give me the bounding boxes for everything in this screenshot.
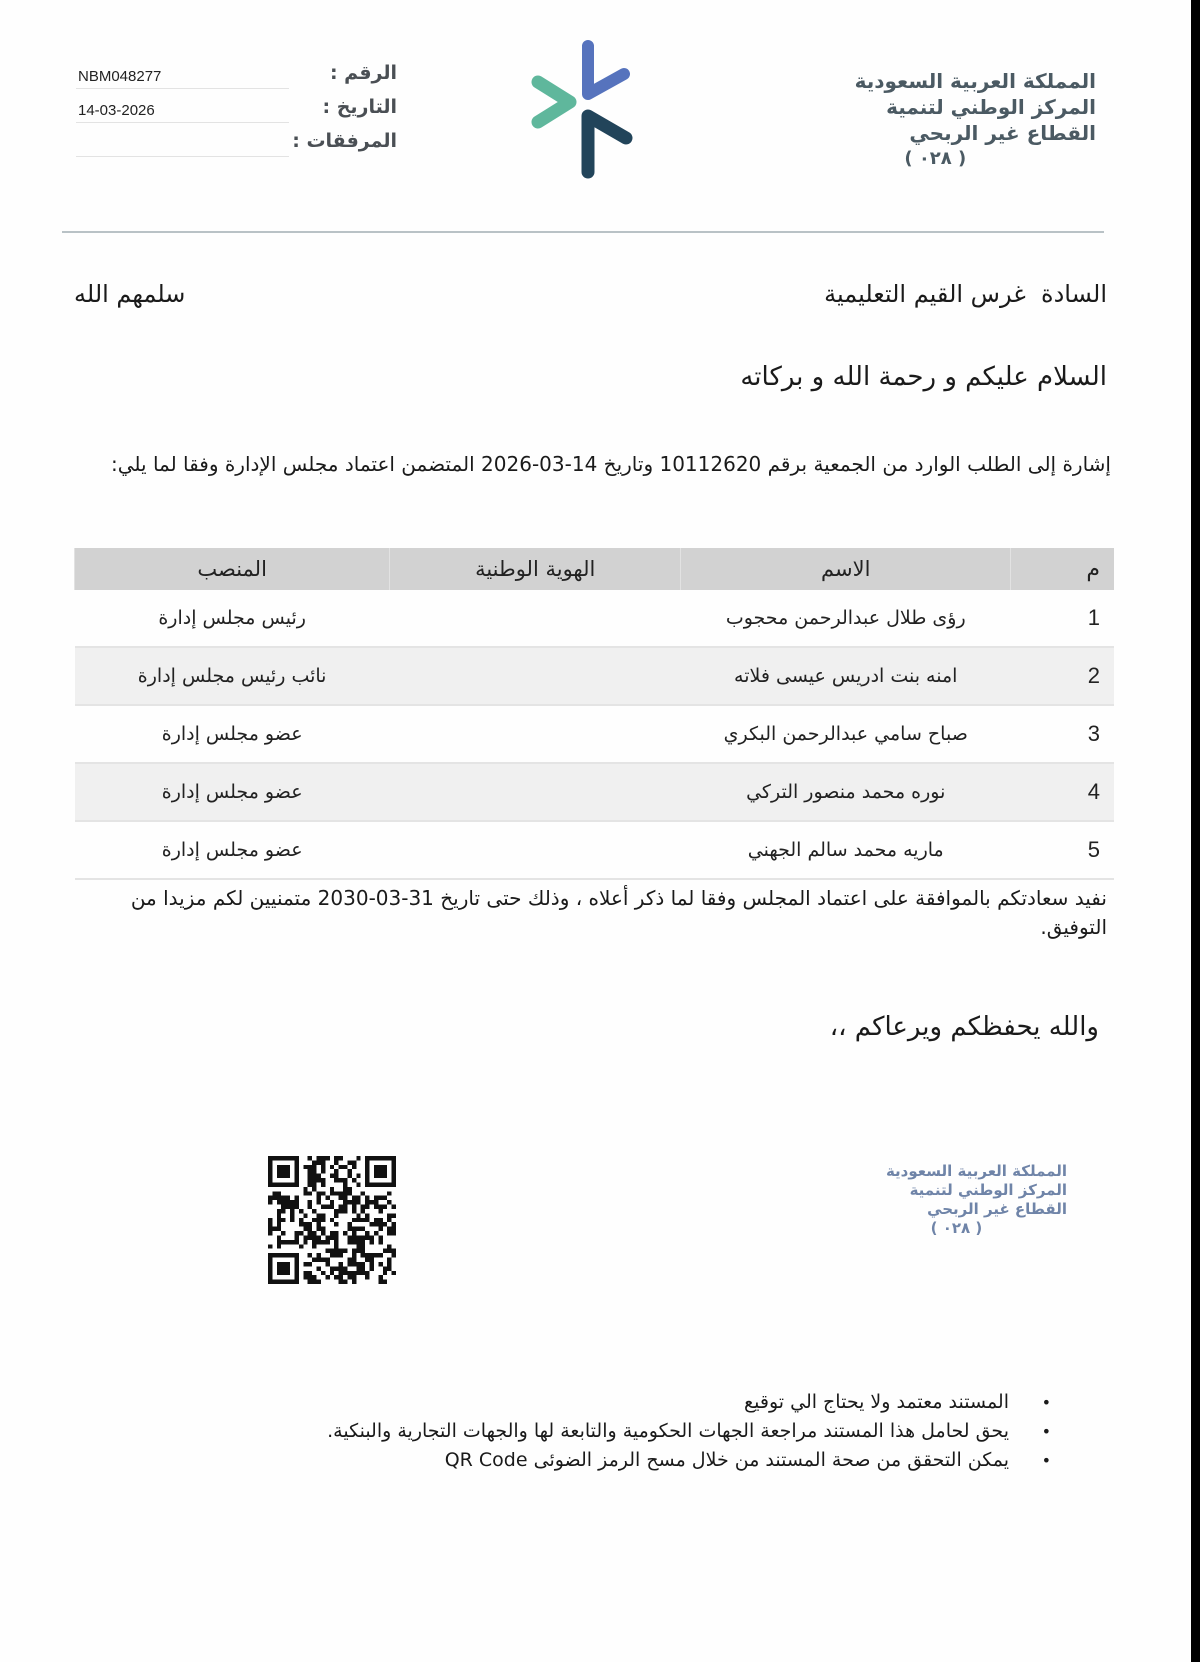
header-national-id: الهوية الوطنية xyxy=(390,548,681,590)
row-national-id xyxy=(390,821,681,879)
letter-meta xyxy=(76,62,401,164)
meta-date-value: 14-03-2026 xyxy=(78,102,155,119)
row-national-id xyxy=(390,705,681,763)
meta-attachments-label: المرفقات : xyxy=(292,130,397,152)
qr-code-icon[interactable] xyxy=(268,1156,396,1284)
board-members-table xyxy=(74,548,1114,880)
org-line-1: المملكة العربية السعودية xyxy=(854,69,1096,93)
row-name: رؤى طلال عبدالرحمن محجوب xyxy=(681,590,1011,647)
to-label: السادة xyxy=(1041,280,1107,308)
salutation-row xyxy=(74,280,1107,316)
meta-number-underline xyxy=(76,88,289,89)
table-row xyxy=(75,763,1115,821)
row-position: عضو مجلس إدارة xyxy=(75,821,390,879)
qr-finder-pattern xyxy=(365,1156,396,1187)
table-row xyxy=(75,590,1115,647)
row-name: امنه بنت ادريس عيسى فلاته xyxy=(681,647,1011,705)
table-header-row xyxy=(75,548,1115,590)
table-row xyxy=(75,821,1115,879)
header-divider xyxy=(62,231,1104,233)
org-code: ( ٠٢٨ ) xyxy=(904,148,967,169)
row-num: 2 xyxy=(1011,647,1114,705)
row-num: 5 xyxy=(1011,821,1114,879)
table-row xyxy=(75,705,1115,763)
org-line-2: المركز الوطني لتنمية xyxy=(886,95,1096,119)
document-notes xyxy=(327,1388,1051,1475)
note-item: • يحق لحامل هذا المستند مراجعة الجهات الحكومية والتابعة لها والجهات التجارية والبنكية. xyxy=(327,1417,1051,1446)
meta-attachments-underline xyxy=(76,156,289,157)
row-national-id xyxy=(390,647,681,705)
table-row xyxy=(75,647,1115,705)
org-line-3: القطاع غير الربحي xyxy=(909,121,1096,145)
row-position: نائب رئيس مجلس إدارة xyxy=(75,647,390,705)
row-national-id xyxy=(390,590,681,647)
intro-paragraph: إشارة إلى الطلب الوارد من الجمعية برقم 10112620 وتاريخ 14-03-2026 المتضمن اعتماد مجلس الإدارة وفقا لما يلي: xyxy=(110,452,1111,476)
closing-paragraph: نفيد سعادتكم بالموافقة على اعتماد المجلس وفقا لما ذكر أعلاه ، وذلك حتى تاريخ 31-03-2030 متمنيين لكم مزيدا من التوفيق. xyxy=(130,886,1107,939)
row-num: 4 xyxy=(1011,763,1114,821)
meta-date-row xyxy=(76,96,401,130)
logo-navy-chevron xyxy=(588,116,626,172)
row-position: عضو مجلس إدارة xyxy=(75,763,390,821)
blessing-line: والله يحفظكم ويرعاكم ،، xyxy=(829,1012,1099,1042)
meta-number-value: NBM048277 xyxy=(78,68,162,85)
meta-date-label: التاريخ : xyxy=(322,96,397,118)
row-national-id xyxy=(390,763,681,821)
row-num: 1 xyxy=(1011,590,1114,647)
ncnp-logo-icon xyxy=(530,40,640,180)
qr-finder-pattern xyxy=(268,1156,299,1187)
recipient-name: غرس القيم التعليمية xyxy=(824,280,1026,308)
qr-finder-pattern xyxy=(268,1253,299,1284)
row-position: عضو مجلس إدارة xyxy=(75,705,390,763)
logo-blue-chevron xyxy=(588,46,624,94)
greeting: السلام عليكم و رحمة الله و بركاته xyxy=(740,362,1107,392)
stamp-line-3: القطاع غير الربحي xyxy=(927,1200,1067,1218)
org-name-block xyxy=(855,68,1096,172)
note-item: • المستند معتمد ولا يحتاج الي توقيع xyxy=(327,1388,1051,1417)
row-num: 3 xyxy=(1011,705,1114,763)
row-name: صباح سامي عبدالرحمن البكري xyxy=(681,705,1011,763)
regards-label: سلمهم الله xyxy=(74,280,186,308)
row-position: رئيس مجلس إدارة xyxy=(75,590,390,647)
header-position: المنصب xyxy=(75,548,390,590)
header-num: م xyxy=(1011,548,1114,590)
row-name: ماريه محمد سالم الجهني xyxy=(681,821,1011,879)
stamp-code: ( ٠٢٨ ) xyxy=(930,1219,983,1237)
meta-number-row xyxy=(76,62,401,96)
stamp-line-2: المركز الوطني لتنمية xyxy=(909,1181,1067,1199)
header-name: الاسم xyxy=(681,548,1011,590)
org-stamp xyxy=(886,1162,1067,1238)
meta-number-label: الرقم : xyxy=(329,62,397,84)
logo-green-chevron xyxy=(538,82,570,122)
row-name: نوره محمد منصور التركي xyxy=(681,763,1011,821)
note-item: • يمكن التحقق من صحة المستند من خلال مسح الرمز الضوئى QR Code xyxy=(327,1446,1051,1475)
recipient-line xyxy=(824,280,1107,308)
stamp-line-1: المملكة العربية السعودية xyxy=(885,1162,1067,1180)
meta-attachments-row xyxy=(76,130,401,164)
meta-date-underline xyxy=(76,122,289,123)
